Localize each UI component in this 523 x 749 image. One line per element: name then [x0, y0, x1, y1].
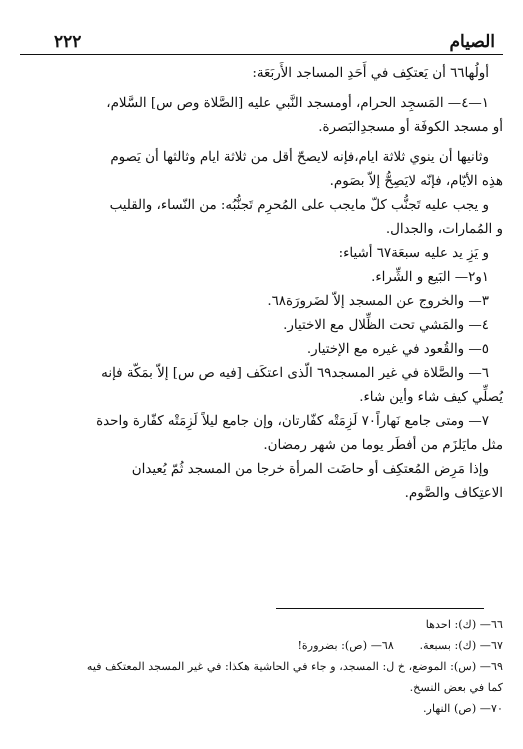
footnotes [41, 614, 503, 719]
text-line: وثانيها أن ينوي ثلاثة ايام،فإنه لايصحّ أقل من ثلاثة ايام وثالثها أن يَصوم [110, 150, 489, 165]
footnote: ٦٦— (ك): احدها [425, 618, 503, 631]
text-line: ٦— والصَّلاة في غير المسجد٦٩ الّذى اعتكَف [فيه ص س] إلاّ بمَكّة فإنه [101, 366, 489, 381]
text-line: ٧— ومتى جامع نَهاراً٧٠ لَزِمَتْه كفّارتان، وإن جامع ليلاً لَزِمَتْه كفّارة واحدة [96, 414, 489, 429]
text-line: وإذا مَرِض المُعتكِف أو حاضَت المرأة خرجا من المسجد ثُمّ يُعيدان [131, 462, 489, 477]
text-line: الاعتِكاف والصَّوم. [404, 486, 503, 501]
footnote: كما في بعض النسخ. [409, 681, 503, 694]
footnote: ٦٧— (ك): بسبعة. [419, 639, 503, 652]
main-text [23, 62, 503, 506]
footnote-separator [276, 608, 484, 609]
text-line: أولُها٦٦ أن يَعتكِف في أَحَدِ المساجد الأَربَعَة: [252, 66, 489, 81]
footnote: ٧٠— (ص) النهار. [422, 702, 503, 715]
text-line: هذِه الأيّام، فإنّه لايَصِحُّ إلاّ بصَوم. [329, 174, 503, 189]
running-title: الصيام [449, 32, 495, 52]
text-line: يُصلِّي كيف شاء وأين شاء. [359, 390, 503, 405]
page-number: ٢٢٢ [54, 32, 82, 52]
footnote: ٦٩— (س): الموضع، خ ل: المسجد، و جاء في الحاشية هكذا: في غير المسجد المعتكف فيه [86, 660, 503, 673]
text-line: أو مسجد الكوفَة أو مسجدِالبَصرة. [318, 120, 503, 135]
footnote: ٦٨— (ص): بضرورة! [297, 639, 394, 652]
text-line: ٣— والخروج عن المسجد إلاّ لضَرورَة٦٨. [267, 294, 489, 309]
footnote-row [41, 635, 503, 656]
text-line: و المُمارات، والجدال. [385, 222, 503, 237]
page-header [20, 30, 503, 55]
text-line: ١و٢— البَيع و الشِّراء. [371, 270, 489, 285]
text-line: و يَزِ يد عليه سبعَة٦٧ أشياء: [338, 246, 489, 261]
text-line: ١—٤— المَسجِد الحرام، أومسجد النَّبي عليه [الصَّلاة وص س] السَّلام، [106, 96, 489, 111]
text-line: ٥— والقُعود في غيره مع الإختيار. [306, 342, 489, 357]
text-line: و يجب عليه تَجنُّب كلّ مايجب على المُحرِم تَجنُّبُه: من النّساء، والقليب [109, 198, 489, 213]
text-line: ٤— والمَشي تحت الظِّلال مع الاختيار. [283, 318, 489, 333]
text-line: مثل مايَلزَم من أفطَر يوما من شهر رمضان. [263, 438, 503, 453]
